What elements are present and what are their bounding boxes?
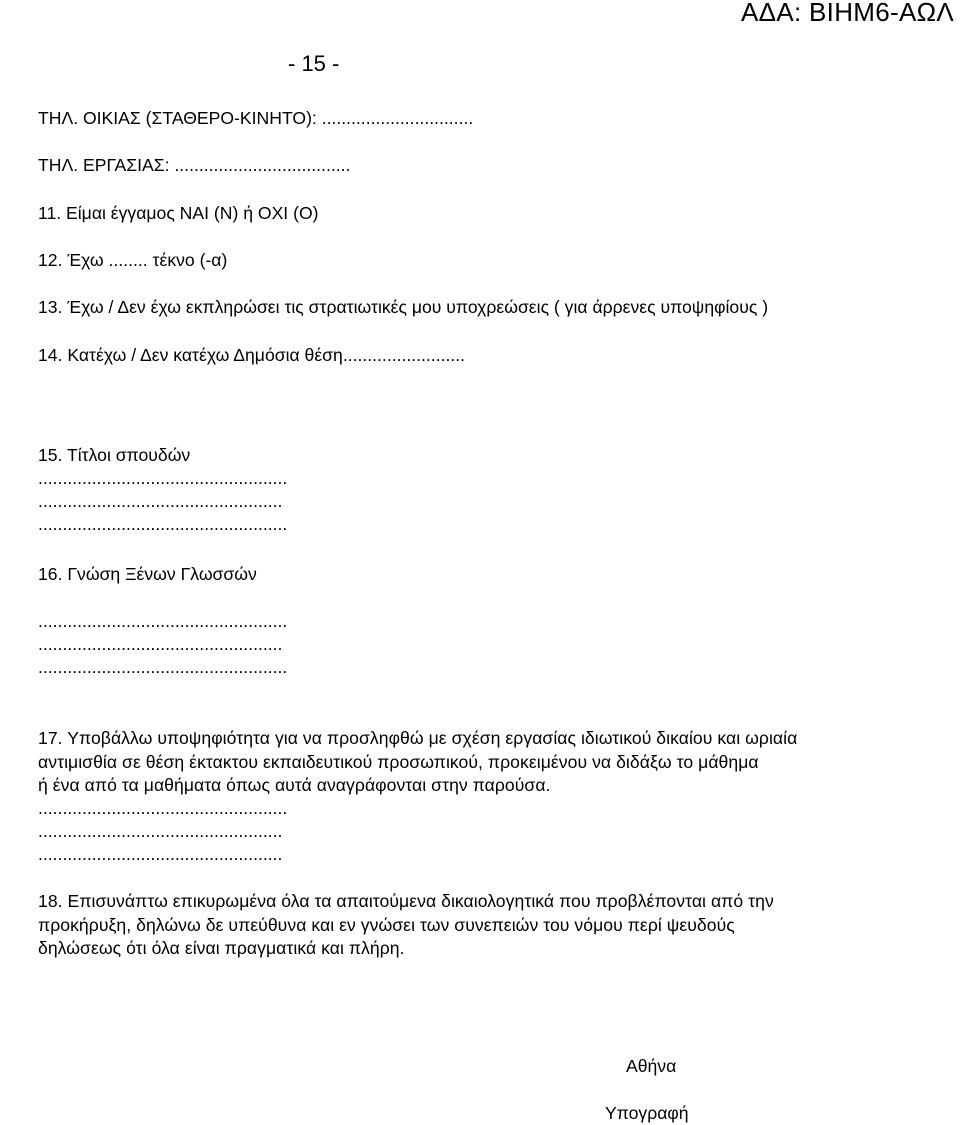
dotted-line: ................................................... (38, 611, 288, 631)
paragraph-line: δηλώσεως ότι όλα είναι πραγματικά και πλήρη. (38, 938, 405, 958)
home-phone-field: ΤΗΛ. ΟΙΚΙΑΣ (ΣΤΑΘΕΡΟ-ΚΙΝΗΤΟ): ............................... (38, 108, 474, 128)
item-14-public-position: 14. Κατέχω / Δεν κατέχω Δημόσια θέση......................... (38, 345, 466, 365)
page-number: - 15 - (288, 51, 340, 76)
item-16-languages: 16. Γνώση Ξένων Γλωσσών (38, 564, 257, 584)
item-12-children: 12. Έχω ........ τέκνο (-α) (38, 250, 228, 270)
signature-label: Υπογραφή (605, 1103, 689, 1123)
place-label: Αθήνα (626, 1056, 677, 1076)
dotted-line: .................................................. (38, 634, 283, 654)
paragraph-line: αντιμισθία σε θέση έκτακτου εκπαιδευτικού προσωπικού, προκειμένου να διδάξω το μάθημα (38, 751, 759, 772)
dotted-line: ................................................... (38, 657, 288, 677)
item-16-dotted-lines (38, 610, 287, 679)
dotted-line: .................................................. (38, 491, 283, 511)
item-13-military: 13. Έχω / Δεν έχω εκπληρώσει τις στρατιωτικές μου υποχρεώσεις ( για άρρενες υποψηφίους ) (38, 297, 769, 317)
item-15-dotted-lines (38, 467, 287, 536)
item-18-declaration (38, 890, 898, 961)
item-17-application (38, 727, 898, 798)
item-11-marital-status: 11. Είμαι έγγαμος ΝΑΙ (Ν) ή ΟΧΙ (Ο) (38, 203, 319, 223)
dotted-line: ................................................... (38, 798, 288, 818)
paragraph-line: 17. Υποβάλλω υποψηφιότητα για να προσληφθώ με σχέση εργασίας ιδιωτικού δικαίου και ωριαία (38, 728, 798, 748)
dotted-line: .................................................. (38, 821, 283, 841)
paragraph-line: προκήρυξη, δηλώνω δε υπεύθυνα και εν γνώσει των συνεπειών του νόμου περί ψευδούς (38, 914, 735, 935)
dotted-line: .................................................. (38, 844, 283, 864)
dotted-line: ................................................... (38, 514, 288, 534)
paragraph-line: 18. Επισυνάπτω επικυρωμένα όλα τα απαιτούμενα δικαιολογητικά που προβλέπονται από την (38, 891, 774, 911)
item-17-dotted-lines (38, 797, 287, 866)
paragraph-line: ή ένα από τα μαθήματα όπως αυτά αναγράφονται στην παρούσα. (38, 775, 551, 795)
item-15-degrees: 15. Τίτλοι σπουδών (38, 445, 191, 465)
work-phone-field: ΤΗΛ. ΕΡΓΑΣΙΑΣ: .................................... (38, 155, 351, 175)
dotted-line: ................................................... (38, 468, 288, 488)
ada-code: ΑΔΑ: ΒΙΗΜ6-ΑΩΛ (741, 0, 954, 27)
